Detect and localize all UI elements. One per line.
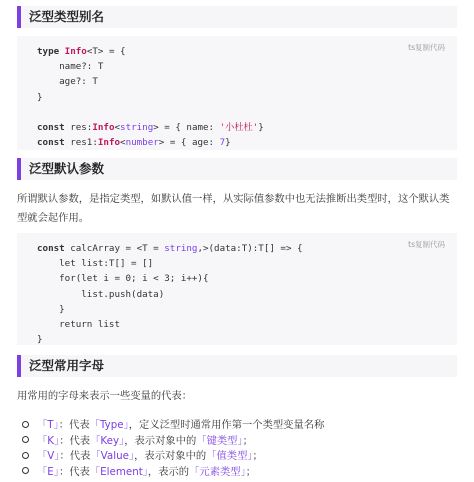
paragraph-common-letters: 用常用的字母来表示一些变量的代表： [17,390,193,402]
copy-code-button[interactable]: ts复制代码 [408,240,445,249]
bullet-icon [22,421,29,428]
code-line: } [37,303,65,315]
code-line: name?: T [37,61,104,73]
section-heading-type-alias: 泛型类型别名 [17,6,457,28]
code-block-type-alias [17,36,457,150]
code-line: } [37,91,43,103]
code-line: let list:T[] = [] [37,258,154,270]
code-line: return list [37,318,120,330]
bullet-icon [22,467,29,474]
section-heading-default-params: 泛型默认参数 [17,158,457,180]
list-item: 「K」：代表「Key」，表示对象中的「键类型」； [22,434,462,450]
bullet-icon [22,436,29,443]
list-item: 「T」：代表「Type」，定义泛型时通常用作第一个类型变量名称 [22,418,462,434]
bullet-icon [22,452,29,459]
list-item: 「V」：代表「Value」，表示对象中的「值类型」； [22,449,462,465]
section-heading-common-letters: 泛型常用字母 [17,355,457,377]
letter-list [22,418,462,480]
code-block-default-params [17,233,457,345]
paragraph-default-params: 所谓默认参数，是指定类型，如默认值一样，从实际值参数中也无法推断出类型时，这个默认类型就会起作用。 [17,193,450,224]
code-line: type Info<T> = { [37,46,126,57]
code-line [37,105,457,120]
code-line: for(let i = 0; i < 3; i++){ [37,273,209,285]
code-line: const res:Info<string> = { name: '小杜杜'} [37,121,264,133]
list-item: 「E」：代表「Element」，表示的「元素类型」； [22,465,462,481]
code-line: const res1:Info<number> = { age: 7} [37,137,231,149]
code-line: list.push(data) [37,288,165,300]
code-line: } [37,334,43,346]
code-line: const calcArray = <T = string,>(data:T):T[] => { [37,243,303,254]
code-line: age?: T [37,76,98,88]
copy-code-button[interactable]: ts复制代码 [408,43,445,52]
